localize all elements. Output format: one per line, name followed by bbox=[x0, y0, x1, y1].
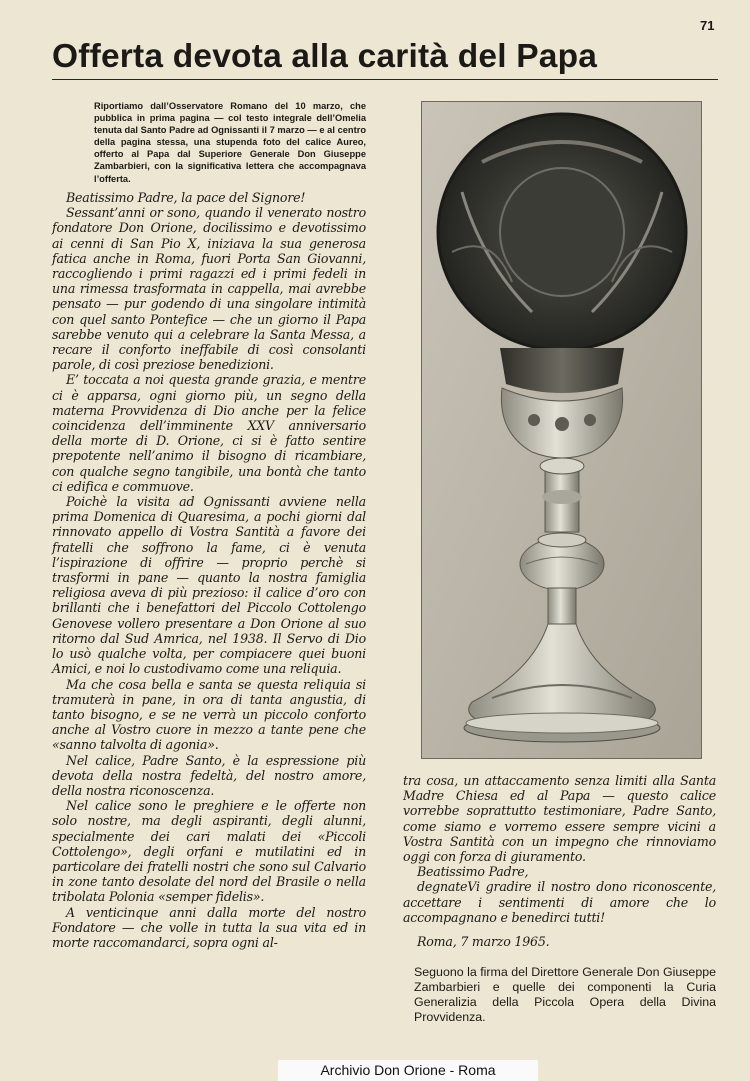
letter-right-column bbox=[403, 773, 716, 949]
letter-left-column bbox=[52, 190, 366, 950]
letter-paragraph: Poichè la visita ad Ognissanti avviene nella prima Domenica di Quaresima, a pochi giorni dal rinnovato appello di Vostra Santità a favore dei fratelli che soffrono la fame, ci è venuta l’ispirazione di offrire — proprio perchè si trasformi in pane — quanto la nostra famiglia religiosa aveva di più prezioso: il calice d’oro con brillanti che i benefattori del Piccolo Cottolengo Genovese vollero presentare a Don Orione al suo ritorno dal Sud Amrica, nel 1938. Il Servo di Dio lo usò qualche volta, per compiacere quei buoni Amici, e noi lo custodivamo come una reliquia. bbox=[52, 494, 366, 677]
letter-address: Beatissimo Padre, bbox=[417, 864, 529, 880]
page-number: 71 bbox=[700, 18, 715, 33]
letter-paragraph: Nel calice sono le preghiere e le offerte non solo nostre, ma degli aspiranti, degli alunni, specialmente dei cari malati dei «Piccoli Cottolengo», degli orfani e mutilatini ed in particolare dei fratelli nostri che sono sul Calvario in zone tanto desolate del nord del Brasile o nella tribolata Polonia «semper fidelis». bbox=[52, 798, 366, 905]
chalice-illustration bbox=[422, 102, 701, 758]
article-title: Offerta devota alla carità del Papa bbox=[52, 38, 598, 75]
letter-salutation: Beatissimo Padre, la pace del Signore! bbox=[66, 190, 306, 205]
letter-paragraph: Sessant’anni or sono, quando il venerato nostro fondatore Don Orione, docilissimo e devotissimo ai cenni di San Pio X, iniziava la sua generosa fatica anche in Roma, fuori Porta San Giovanni, raccogliendo i primi ragazzi ed i primi fedeli in una rimessa trasformata in cappella, mai avrebbe pensato — pur godendo di una singolare intimità con quel santo Pontefice — che un giorno il Papa sarebbe venuto qui a celebrare la Santa Messa, a recare il conforto ineffabile di così consolanti parole, di così preziose benedizioni. bbox=[52, 205, 366, 373]
letter-paragraph: Nel calice, Padre Santo, è la espressione più devota della nostra fedeltà, del nostro amore, della nostra riconoscenza. bbox=[52, 752, 366, 798]
title-divider bbox=[52, 79, 718, 80]
letter-paragraph: Ma che cosa bella e santa se questa reliquia si tramuterà in pane, in ora di tanta angustia, di tanto bisogno, e se ne verrà un piccolo conforto anche al Vostro cuore in mezzo a tante pene che «sanno talvolta di agonia». bbox=[52, 676, 366, 753]
letter-date: Roma, 7 marzo 1965. bbox=[417, 934, 550, 950]
chalice-photo bbox=[421, 101, 702, 759]
intro-paragraph: Riportiamo dall’Osservatore Romano del 10 marzo, che pubblica in prima pagina — col testo integrale dell’Omelia tenuta dal Santo Padre ad Ognissanti il 7 marzo — e al centro della pagina stessa, una stupenda foto del calice Aureo, offerto al Papa dal Superiore Generale Don Giuseppe Zambarbieri, con la significativa lettera che accompagnava l’offerta. bbox=[94, 101, 366, 184]
closing-note: Seguono la firma del Direttore Generale Don Giuseppe Zambarbieri e quelle dei componenti la Curia Generalizia della Piccola Opera della Divina Provvidenza. bbox=[414, 965, 716, 1024]
letter-paragraph: tra cosa, un attaccamento senza limiti alla Santa Madre Chiesa ed al Papa — questo calice vorrebbe soprattutto testimoniare, Padre Santo, come siamo e vorremo essere sempre vicini a Vostra Santità con un impegno che rinnoviamo oggi con forza di giuramento. bbox=[403, 773, 716, 865]
letter-paragraph: A venticinque anni dalla morte del nostro Fondatore — che volle in tutta la sua vita ed in morte raccomandarci, sopra ogni al- bbox=[52, 904, 366, 950]
letter-paragraph: E’ toccata a noi questa grande grazia, e mentre ci è apparsa, ogni giorno più, un segno della materna Provvidenza di Dio anche per la felice coincidenza dell’imminente XXV anniversario della morte di D. Orione, ci si è fatto sentire prepotente nell’animo il bisogno di ricambiare, con qualche segno tangibile, una bontà che tanto ci edifica e commuove. bbox=[52, 372, 366, 494]
archive-footer: Archivio Don Orione - Roma bbox=[278, 1060, 538, 1081]
letter-final-paragraph: degnateVi gradire il nostro dono riconoscente, accettare i sentimenti di amore che lo accompagnano e benedirci tutti! bbox=[403, 879, 716, 925]
